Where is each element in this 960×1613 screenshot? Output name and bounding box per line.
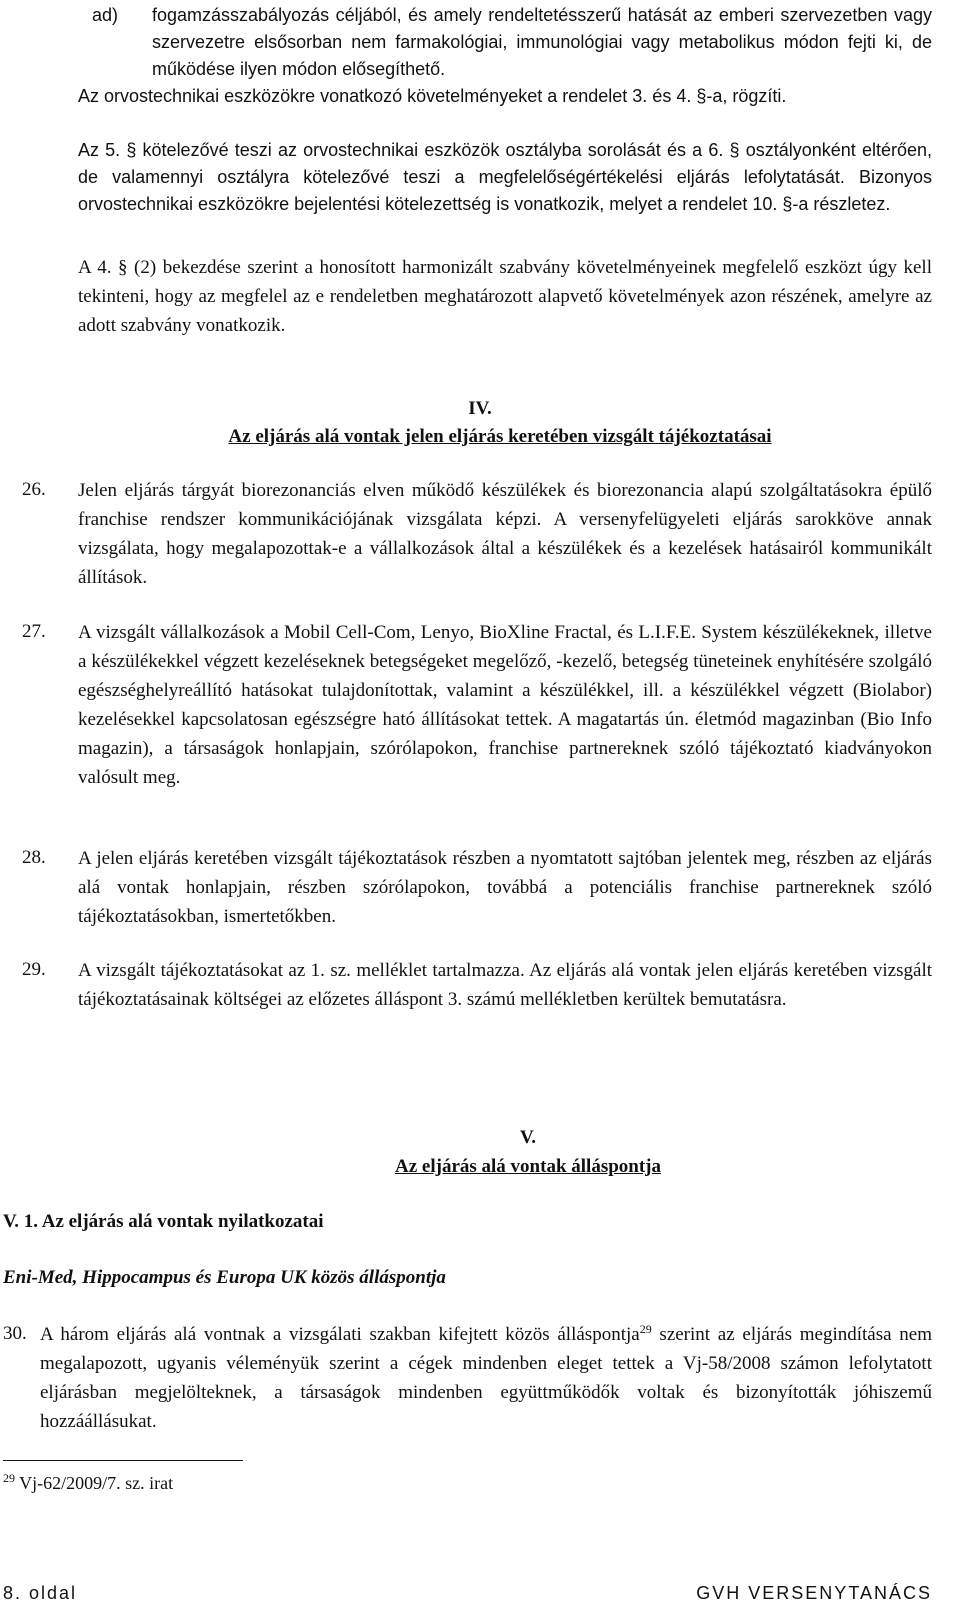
paragraph-text: A vizsgált tájékoztatásokat az 1. sz. melléklet tartalmazza. Az eljárás alá vontak jelen eljárás keretében vizsgált tájékoztatásainak költségei az előzetes álláspont 3. számú mellékletben kerültek bemutatásra.: [78, 960, 932, 1010]
standard-paragraph: A 4. § (2) bekezdése szerint a honosított harmonizált szabvány követelményeinek megfelelő eszközt úgy kell tekinteni, hogy az megfelel az e rendeletben meghatározott alapvető követelmények azon részének, amelyre az adott szabvány vonatkozik.: [78, 257, 932, 336]
classification-paragraph: Az 5. § kötelezővé teszi az orvostechnikai eszközök osztályba sorolását és a 6. § osztályonként eltérően, de valamennyi osztályra kötelezővé teszi a megfelelőségértékelési eljárás lefolytatását. Bizonyos orvostechnikai eszközökre bejelentési kötelezettség is vonatkozik, melyet a rendelet 10. §-a részletez.: [78, 140, 932, 214]
paragraph-number: 30.: [3, 1323, 27, 1344]
page-number: 8. oldal: [3, 1583, 78, 1603]
footnote-divider: [3, 1460, 243, 1461]
paragraph-number: 29.: [22, 959, 46, 980]
paragraph-number: 27.: [22, 621, 46, 642]
subsection-heading-italic: Eni-Med, Hippocampus és Europa UK közös álláspontja: [3, 1267, 446, 1288]
paragraph-text: Jelen eljárás tárgyát biorezonanciás elven működő készülékek és biorezonancia alapú szolgáltatásokra épülő franchise rendszer kommunikációjának vizsgálata képzi. A versenyfelügyeleti eljárás sarokköve annak vizsgálata, hogy megalapozottak-e a vállalkozások által a készülékek és a kezelések hatásairól kommunikált állítások.: [78, 480, 932, 588]
paragraph-number: 28.: [22, 847, 46, 868]
subsection-heading: V. 1. Az eljárás alá vontak nyilatkozatai: [3, 1211, 324, 1232]
paragraph-number: 26.: [22, 479, 46, 500]
paragraph-text: A vizsgált vállalkozások a Mobil Cell-Com, Lenyo, BioXline Fractal, és L.I.F.E. System készülékeknek, illetve a készülékekkel végzett kezeléseknek betegségeket megelőző, -kezelő, betegség tüneteinek enyhítésére szolgáló egészséghelyreállító hatásokat tulajdonítottak, valamint a készülékkel, ill. a készülékkel végzett (Biolabor) kezelésekkel kapcsolatosan egészségre ható állításokat tettek. A magatartás ún. életmód magazinban (Bio Info magazin), a társaságok honlapjain, szórólapokon, franchise partnereknek szóló tájékoztató kiadványokon valósult meg.: [78, 622, 932, 788]
section-v-number: V.: [519, 1127, 537, 1148]
section-v-title: Az eljárás alá vontak álláspontja: [395, 1156, 661, 1177]
footnote-number: 29: [3, 1471, 15, 1485]
item-ad-text: fogamzásszabályozás céljából, és amely rendeltetésszerű hatását az emberi szervezetben vagy szervezetre elsősorban nem farmakológiai, immunológiai vagy metabolikus módon fejti ki, de működése ilyen módon elősegíthető.: [152, 5, 932, 79]
footnote-text: Vj-62/2009/7. sz. irat: [15, 1473, 174, 1493]
footer-organization: GVH VERSENYTANÁCS: [696, 1583, 932, 1603]
footnote-ref[interactable]: 29: [639, 1322, 652, 1336]
paragraph-text: A három eljárás alá vontnak a vizsgálati szakban kifejtett közös álláspontja$^{29}$ szerint az eljárás megindítása nem megalapozott, ugyanis véleményük szerint a cégek mindenben eleget tettek a Vj-58/2008 számon lefolytatott eljárásban megjelölteknek, a társaságok mindenben együttműködők voltak és bizonyították jóhiszemű hozzáállásukat.: [40, 1322, 932, 1432]
requirements-paragraph: Az orvostechnikai eszközökre vonatkozó követelményeket a rendelet 3. és 4. §-a, rögzíti.: [78, 86, 787, 106]
footnote: [3, 1470, 173, 1497]
section-iv-title: Az eljárás alá vontak jelen eljárás keretében vizsgált tájékoztatásai: [228, 426, 772, 447]
section-iv-number: IV.: [468, 398, 492, 419]
item-ad-label: ad): [92, 5, 119, 25]
paragraph-text: A jelen eljárás keretében vizsgált tájékoztatások részben a nyomtatott sajtóban jelentek meg, részben az eljárás alá vontak honlapjain, részben szórólapokon, továbbá a potenciális franchise partnereknek szóló tájékoztatásokban, ismertetőkben.: [78, 848, 932, 927]
